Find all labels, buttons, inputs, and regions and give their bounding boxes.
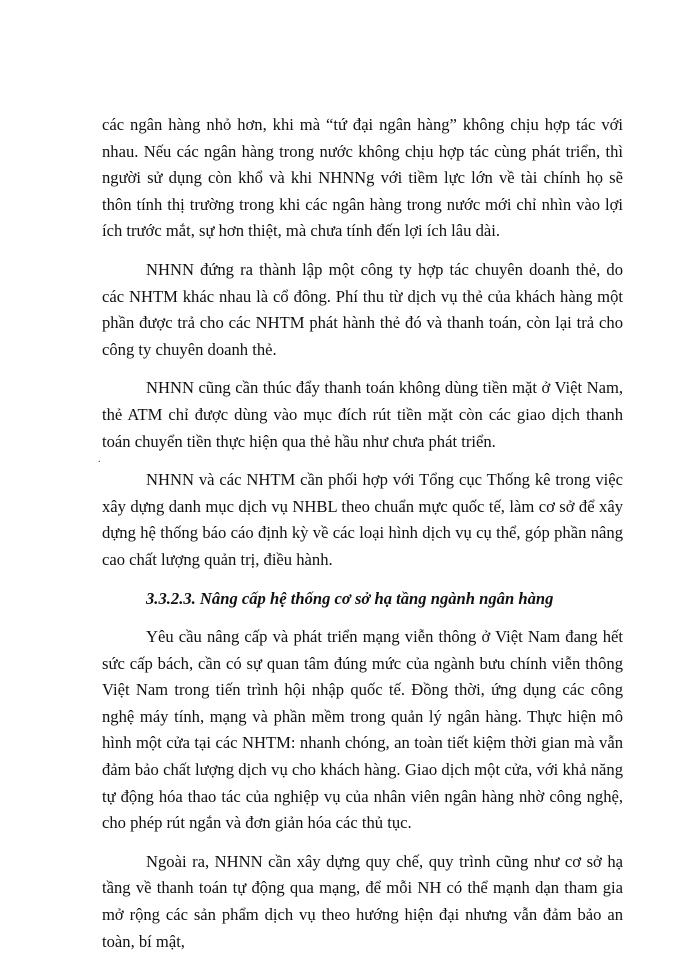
paragraph-cashless-payment: NHNN cũng cần thúc đẩy thanh toán không dùng tiền mặt ở Việt Nam, thẻ ATM chỉ được dùng vào mục đích rút tiền mặt còn các giao dịch thanh toán chuyển tiền thực hiện qua thẻ hầu như chưa phát triển. [102,378,623,451]
paragraph-statistics-cooperation: NHNN và các NHTM cần phối hợp với Tổng cục Thống kê trong việc xây dựng danh mục dịch vụ NHBL theo chuẩn mực quốc tế, làm cơ sở để xây dựng hệ thống báo cáo định kỳ về các loại hình dịch vụ cụ thể, góp phần nâng cao chất lượng quản trị, điều hành. [102,470,623,569]
paragraph-online-payment: Ngoài ra, NHNN cần xây dựng quy chế, quy trình cũng như cơ sở hạ tầng về thanh toán tự động qua mạng, để mỗi NH có thể mạnh dạn tham gia mở rộng các sản phẩm dịch vụ theo hướng hiện đại nhưng vẫn đảm bảo an toàn, bí mật, [102,851,623,951]
document-body [102,112,623,967]
stray-mark: . [98,454,101,465]
paragraph-card-company: NHNN đứng ra thành lập một công ty hợp tác chuyên doanh thẻ, do các NHTM khác nhau là cổ đông. Phí thu từ dịch vụ thẻ của khách hàng một phần được trả cho các NHTM phát hành thẻ đó và thanh toán, còn lại trả cho công ty chuyên doanh thẻ. [102,259,623,359]
paragraph-continuation: các ngân hàng nhỏ hơn, khi mà “tứ đại ngân hàng” không chịu hợp tác với nhau. Nếu các ngân hàng trong nước không chịu hợp tác cùng phát triển, thì người sử dụng còn khổ và khi NHNNg với tiềm lực lớn về tài chính họ sẽ thôn tính thị trường trong khi các ngân hàng trong nước mới chỉ nhìn vào lợi ích trước mắt, sự hơn thiệt, mà chưa tính đến lợi ích lâu dài. [102,115,623,241]
paragraph-telecom-upgrade: Yêu cầu nâng cấp và phát triển mạng viễn thông ở Việt Nam đang hết sức cấp bách, cần có sự quan tâm đúng mức của ngành bưu chính viễn thông Việt Nam trong tiến trình hội nhập quốc tế. Đồng thời, ứng dụng các công nghệ máy tính, mạng và phần mềm trong quản lý ngân hàng. Thực hiện mô hình một cửa tại các NHTM: nhanh chóng, an toàn tiết kiệm thời gian mà vẫn đảm bảo chất lượng dịch vụ cho khách hàng. Giao dịch một cửa, với khả năng tự động hóa thao tác của nghiệp vụ của nhân viên ngân hàng nhờ công nghệ, cho phép rút ngắn và đơn giản hóa các thủ tục. [102,627,623,833]
section-heading: 3.3.2.3. Nâng cấp hệ thống cơ sở hạ tầng ngành ngân hàng [146,588,554,608]
